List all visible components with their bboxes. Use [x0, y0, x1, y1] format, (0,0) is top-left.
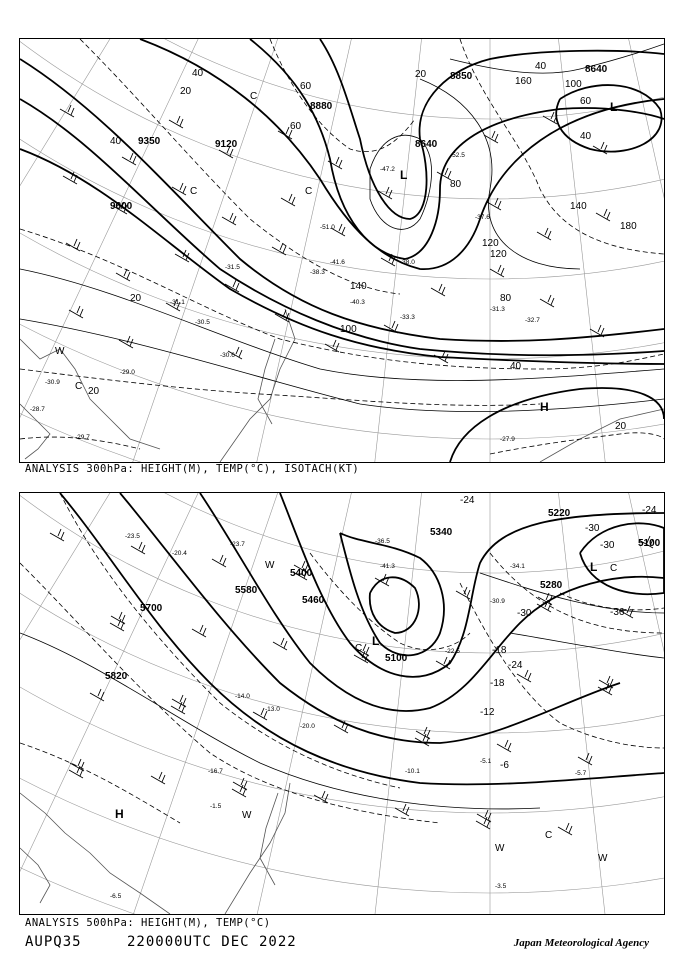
longitude-line — [325, 493, 490, 914]
longitude-line — [490, 493, 664, 914]
agency-name: Japan Meteorological Agency — [513, 937, 649, 949]
wind-barb — [172, 183, 186, 195]
wind-barb — [60, 105, 74, 117]
height-contour — [120, 493, 620, 743]
wind-barb — [415, 734, 429, 746]
isotherm-label: -12 — [480, 707, 495, 718]
height-label: 8880 — [310, 101, 333, 112]
wind-barb — [63, 172, 77, 184]
height-label: 5580 — [235, 585, 258, 596]
isotach-label: 140 — [350, 281, 367, 292]
isotherm-label: -24 — [642, 505, 657, 516]
isotherm-label: -24 — [508, 660, 523, 671]
pressure-center-label: L — [400, 168, 408, 182]
height-label: 9600 — [110, 201, 133, 212]
height-label: 5100 — [385, 653, 408, 664]
isotherm-label: -30 — [517, 608, 532, 619]
isotach-label: 40 — [510, 361, 522, 372]
temp-label: -38.0 — [400, 259, 415, 266]
pressure-center-label: H — [115, 807, 124, 821]
wind-barb — [497, 740, 511, 752]
isotach-label: 40 — [192, 68, 204, 79]
temp-label: -6.5 — [110, 893, 122, 900]
temp-label: -29.7 — [75, 434, 90, 441]
wind-barb — [122, 153, 136, 165]
height-label: 8850 — [450, 71, 473, 82]
analysis-300hpa-map — [19, 38, 665, 463]
longitude-line — [490, 493, 664, 914]
isotach-label: 20 — [615, 421, 627, 432]
wind-barb — [596, 209, 610, 221]
coastline — [20, 848, 50, 903]
longitude-line — [20, 493, 490, 914]
height-label: 8640 — [415, 139, 438, 150]
pressure-center-label: L — [610, 100, 618, 114]
temp-label: -30.9 — [45, 379, 60, 386]
wind-barb — [578, 753, 592, 765]
height-label: 5280 — [540, 580, 563, 591]
product-code: AUPQ35 — [25, 934, 82, 950]
map-300hpa-canvas — [20, 39, 664, 462]
latitude-line — [20, 39, 664, 462]
temp-label: -1.5 — [210, 803, 222, 810]
isotach-label: 40 — [535, 61, 547, 72]
longitude-line — [20, 493, 490, 914]
temp-label: -10.1 — [405, 768, 420, 775]
isotach-label: 60 — [300, 81, 312, 92]
temp-label: -52.5 — [450, 152, 465, 159]
pressure-center-label: L — [372, 634, 380, 648]
temp-label: -36.5 — [375, 538, 390, 545]
wind-barb — [222, 213, 236, 225]
temp-symbol: C — [190, 186, 198, 197]
isotherm-label: -30 — [585, 523, 600, 534]
coastline — [20, 783, 290, 914]
wind-barb — [192, 625, 206, 637]
temp-label: -40.3 — [350, 299, 365, 306]
temp-label: -30.6 — [220, 352, 235, 359]
latitude-line — [20, 39, 664, 439]
wind-barb — [484, 131, 498, 143]
wind-barb — [172, 695, 186, 707]
height-label: 5460 — [302, 595, 325, 606]
temp-label: -38.3 — [310, 269, 325, 276]
pressure-center-label: L — [590, 560, 598, 574]
wind-barb — [169, 116, 183, 128]
temp-label: -37.6 — [475, 214, 490, 221]
height-label: 8640 — [585, 64, 608, 75]
temp-label: -31.1 — [170, 299, 185, 306]
temp-label: -23.5 — [125, 533, 140, 540]
map-500hpa-canvas — [20, 493, 664, 914]
height-contour — [556, 85, 661, 152]
temp-label: -41.6 — [330, 259, 345, 266]
wind-barb — [543, 112, 557, 124]
temp-label: -32.7 — [525, 317, 540, 324]
isotach-label: 60 — [580, 96, 592, 107]
map-300hpa-caption: ANALYSIS 300hPa: HEIGHT(M), TEMP(°C), ISOTACH(KT) — [25, 463, 360, 475]
temp-symbol: C — [75, 381, 83, 392]
isotach-label: 100 — [565, 79, 582, 90]
isotach-label: 80 — [450, 179, 462, 190]
wind-barb — [233, 778, 247, 790]
wind-barb — [537, 228, 551, 240]
wind-barb — [540, 295, 554, 307]
isotach-label: 20 — [130, 293, 142, 304]
height-label: 9120 — [215, 139, 238, 150]
valid-time: 220000UTC DEC 2022 — [127, 934, 297, 950]
longitude-line — [325, 39, 490, 462]
isotach-label: 80 — [500, 293, 512, 304]
wind-barb — [476, 817, 490, 829]
temp-label: -30.5 — [195, 319, 210, 326]
temp-label: -20.0 — [300, 723, 315, 730]
map-500hpa-caption: ANALYSIS 500hPa: HEIGHT(M), TEMP(°C) — [25, 917, 271, 929]
wind-barb — [50, 529, 64, 541]
isotherm-label: -36 — [610, 607, 625, 618]
isotherm-label: -24 — [460, 495, 475, 506]
isotherm-line — [20, 229, 664, 369]
wind-barb — [116, 269, 130, 281]
longitude-line — [20, 493, 490, 914]
height-contour — [60, 493, 664, 784]
temp-label: -22.5 — [445, 648, 460, 655]
latitude-line — [20, 39, 664, 279]
temp-symbol: C — [545, 830, 553, 841]
analysis-500hpa-map — [19, 492, 665, 915]
isotach-label: 100 — [340, 324, 357, 335]
wind-barb — [487, 198, 501, 210]
wind-barb — [490, 265, 504, 277]
height-label: 5820 — [105, 671, 128, 682]
temp-label: -20.4 — [172, 550, 187, 557]
temp-label: -41.3 — [380, 563, 395, 570]
wind-barb — [212, 555, 226, 567]
isotach-label: 40 — [580, 131, 592, 142]
isotherm-line — [490, 433, 664, 454]
temp-label: -30.9 — [490, 598, 505, 605]
temp-label: -3.5 — [495, 883, 507, 890]
isotach-label: 40 — [110, 136, 122, 147]
isotherm-line — [80, 39, 400, 294]
isotherm-label: -6 — [500, 760, 509, 771]
temp-label: -34.1 — [510, 563, 525, 570]
temp-symbol: C — [610, 563, 618, 574]
temp-label: -31.5 — [225, 264, 240, 271]
wind-barb — [151, 772, 165, 784]
wind-barb — [325, 340, 339, 352]
isotherm-line — [20, 743, 180, 823]
temp-symbol: C — [305, 186, 313, 197]
temp-label: -29.0 — [120, 369, 135, 376]
wind-barb — [131, 542, 145, 554]
temp-label: -27.9 — [500, 436, 515, 443]
height-label: 5340 — [430, 527, 453, 538]
isotherm-line — [270, 39, 415, 152]
temp-symbol: W — [55, 346, 65, 357]
temp-label: -33.3 — [400, 314, 415, 321]
wind-barb — [171, 702, 185, 714]
isotach-label: 20 — [415, 69, 427, 80]
latitude-line — [20, 493, 664, 733]
wind-barb — [477, 810, 491, 822]
height-contour-thin — [510, 633, 664, 658]
longitude-line — [490, 493, 655, 914]
temp-label: -23.7 — [230, 541, 245, 548]
isotach-label: 180 — [620, 221, 637, 232]
wind-barb — [431, 284, 445, 296]
wind-barb — [90, 689, 104, 701]
temp-label: -5.7 — [575, 770, 587, 777]
temp-label: -16.7 — [208, 768, 223, 775]
isotherm-label: -18 — [490, 678, 505, 689]
isotherm-label: -30 — [600, 540, 615, 551]
temp-symbol: C — [250, 91, 258, 102]
temp-label: -31.3 — [490, 306, 505, 313]
temp-symbol: W — [265, 560, 275, 571]
isotach-label: 60 — [290, 121, 302, 132]
isotach-label: 20 — [88, 386, 100, 397]
temp-symbol: W — [598, 853, 608, 864]
height-contour — [370, 577, 419, 633]
temp-symbol: C — [355, 643, 363, 654]
longitude-line — [490, 493, 664, 914]
wind-barb — [416, 727, 430, 739]
height-label: 9350 — [138, 136, 161, 147]
wind-barb — [395, 804, 409, 816]
isotach-label: 160 — [515, 76, 532, 87]
temp-label: -14.0 — [235, 693, 250, 700]
height-label: 5100 — [638, 538, 661, 549]
height-contour — [340, 533, 444, 655]
wind-barb — [558, 823, 572, 835]
temp-symbol: W — [242, 810, 252, 821]
temp-label: -47.2 — [380, 166, 395, 173]
longitude-line — [20, 493, 490, 914]
wind-barb — [456, 587, 470, 599]
isotherm-line — [460, 583, 664, 748]
wind-barb — [69, 306, 83, 318]
isotach-line — [450, 44, 664, 73]
longitude-line — [490, 493, 664, 914]
height-label: 5400 — [290, 568, 313, 579]
isotach-label: 120 — [490, 249, 507, 260]
temp-label: -13.0 — [265, 706, 280, 713]
latitude-line — [20, 493, 664, 893]
wind-barb — [110, 619, 124, 631]
wind-barb — [232, 785, 246, 797]
temp-label: -5.1 — [480, 758, 492, 765]
longitude-line — [490, 39, 655, 462]
temp-label: -28.7 — [30, 406, 45, 413]
temp-symbol: W — [495, 843, 505, 854]
wind-barb — [517, 670, 531, 682]
wind-barb — [273, 638, 287, 650]
longitude-line — [490, 493, 664, 914]
wind-barb — [111, 612, 125, 624]
height-label: 5220 — [548, 508, 571, 519]
height-contour-thin — [20, 633, 540, 809]
isotach-label: 140 — [570, 201, 587, 212]
isotach-label: 20 — [180, 86, 192, 97]
height-contour — [450, 388, 664, 462]
pressure-center-label: H — [540, 400, 549, 414]
isotherm-label: -18 — [492, 645, 507, 656]
wind-barb — [281, 194, 295, 206]
height-label: 5700 — [140, 603, 163, 614]
isotach-label: 120 — [482, 238, 499, 249]
temp-label: -51.0 — [320, 224, 335, 231]
